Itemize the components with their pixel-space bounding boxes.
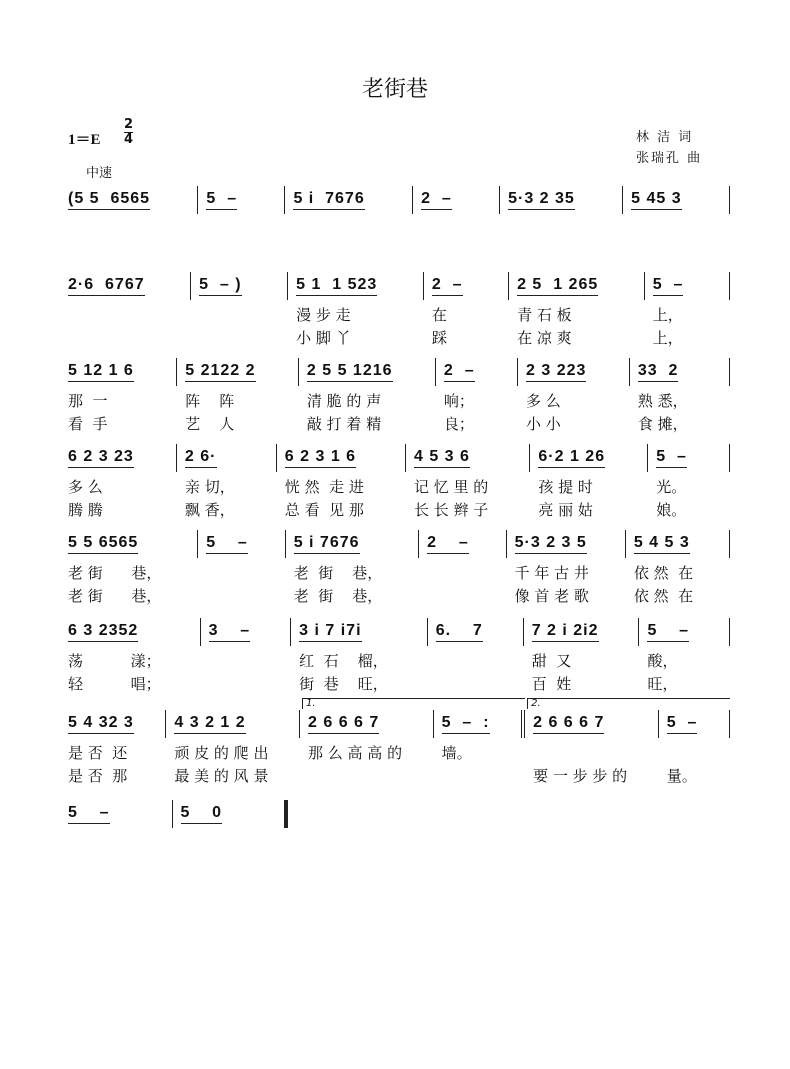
lyric-verse-2: 百 姓 — [531, 675, 572, 693]
measure — [68, 530, 198, 558]
measure-notes: 6 2 3 1 6 — [285, 448, 356, 468]
lyric-verse-2: 最 美 的 风 景 — [174, 767, 269, 785]
measure — [191, 272, 288, 300]
measure-notes: 5 – — [68, 804, 110, 824]
music-line — [68, 800, 288, 830]
song-title: 老街巷 — [361, 77, 428, 102]
measure-notes: 5 4 32 3 — [68, 714, 134, 734]
lyric-verse-2: 良； — [443, 415, 474, 433]
measure-notes: 5 – — [653, 276, 684, 296]
measure — [630, 358, 730, 386]
measure — [68, 358, 177, 386]
lyric-verse-1 — [419, 563, 506, 583]
lyric-verse-1 — [201, 651, 292, 671]
measure — [198, 186, 285, 214]
measure — [436, 358, 518, 386]
measure — [507, 530, 626, 558]
measure-notes: 2 6 6 6 7 — [308, 714, 379, 734]
measure-notes: 2 6· — [185, 448, 217, 468]
lyric-verse-2: 小 小 — [526, 415, 561, 433]
lyric-verse-1: 荡 漾； — [68, 652, 161, 670]
measure-notes: 5 – : — [442, 714, 490, 734]
measure — [639, 618, 730, 646]
lyric-verse-1: 依 然 在 — [633, 564, 694, 582]
lyric-verse-2: 量。 — [666, 767, 697, 785]
music-line — [68, 710, 730, 786]
lyric-verse-2: 是 否 那 — [68, 767, 128, 785]
lyric-verse-1: 在 — [431, 306, 447, 324]
music-line — [68, 186, 730, 216]
measure-notes: 6 3 2352 — [68, 622, 138, 642]
lyric-verse-2 — [300, 766, 434, 786]
lyric-verse-1: 上， — [652, 306, 683, 324]
measure — [424, 272, 509, 300]
measure-notes: 2 5 1 265 — [517, 276, 598, 296]
lyric-verse-2: 飘 香， — [184, 501, 235, 519]
measure-notes: 2 – — [432, 276, 463, 296]
measure-notes: 2 – — [444, 362, 475, 382]
lyric-verse-2: 腾 腾 — [68, 501, 103, 519]
lyric-verse-2 — [428, 674, 524, 694]
measure — [500, 186, 623, 214]
lyric-verse-1: 清 脆 的 声 — [306, 392, 382, 410]
measure — [659, 710, 730, 738]
lyric-verse-1: 光。 — [656, 478, 687, 496]
lyric-verse-2: 敲 打 着 精 — [306, 415, 382, 433]
measure-notes: 4 3 2 1 2 — [174, 714, 245, 734]
music-line — [68, 530, 730, 606]
measure — [177, 444, 277, 472]
lyric-verse-2: 总 看 见 那 — [284, 501, 364, 519]
lyric-verse-1 — [428, 651, 524, 671]
measure-notes: 5 1 1 523 — [296, 276, 377, 296]
lyric-verse-1: 亲 切， — [184, 478, 235, 496]
measure — [68, 272, 191, 300]
meter-bottom: 4 — [124, 132, 134, 147]
measure-notes: 7 2 i 2i2 — [532, 622, 599, 642]
measure-notes: 6·2 1 26 — [538, 448, 605, 468]
measure-notes: 5 – — [667, 714, 698, 734]
measure-notes: 5 – — [206, 190, 237, 210]
measure-notes: 33 2 — [638, 362, 679, 382]
measure — [434, 710, 525, 738]
lyric-verse-2 — [434, 766, 525, 786]
volta-first: 1. — [302, 698, 525, 709]
measure — [428, 618, 524, 646]
lyric-verse-2: 小 脚 丫 — [296, 329, 351, 347]
measure-notes: 5 12 1 6 — [68, 362, 134, 382]
lyric-verse-2: 长 长 辫 子 — [413, 501, 489, 519]
lyric-verse-2 — [68, 328, 191, 348]
lyric-verse-2: 像 首 老 歌 — [514, 587, 589, 605]
measure-notes: 2 5 5 1216 — [307, 362, 393, 382]
measure-notes: 5 5 6565 — [68, 534, 138, 554]
lyric-verse-1: 记 忆 里 的 — [413, 478, 489, 496]
lyric-verse-1: 恍 然 走 进 — [284, 478, 364, 496]
lyric-verse-2 — [201, 674, 292, 694]
lyric-verse-2: 老 街 巷， — [293, 587, 383, 605]
music-line — [68, 618, 730, 694]
lyric-verse-2: 依 然 在 — [633, 587, 694, 605]
measure-notes: 5 2122 2 — [185, 362, 255, 382]
measure — [68, 186, 198, 214]
measure — [68, 800, 173, 828]
lyric-verse-1: 千 年 古 井 — [514, 564, 589, 582]
lyric-verse-2: 娘。 — [656, 501, 687, 519]
measure — [285, 186, 413, 214]
measure — [177, 358, 299, 386]
measure — [524, 618, 640, 646]
measure-notes: 6 2 3 23 — [68, 448, 134, 468]
lyric-verse-1: 孩 提 时 — [538, 478, 593, 496]
time-signature — [124, 118, 133, 147]
lyric-verse-1: 青 石 板 — [517, 306, 572, 324]
measure — [525, 710, 659, 738]
lyric-verse-1: 墙。 — [441, 744, 472, 762]
music-line — [68, 272, 730, 348]
measure — [623, 186, 730, 214]
measure-notes: 5 i 7676 — [294, 534, 360, 554]
measure-notes: 5 i 7676 — [293, 190, 364, 210]
measure-notes: 5 – ) — [199, 276, 241, 296]
measure — [166, 710, 300, 738]
lyric-verse-2: 踩 — [431, 329, 447, 347]
lyric-verse-2: 看 手 — [68, 415, 108, 433]
measure — [68, 618, 201, 646]
lyric-verse-2: 亮 丽 姑 — [538, 501, 593, 519]
music-line — [68, 358, 730, 434]
measure-notes: 2 3 223 — [526, 362, 586, 382]
lyric-verse-1: 那 一 — [68, 392, 108, 410]
lyric-verse-1: 漫 步 走 — [296, 306, 351, 324]
measure-notes: 3 – — [209, 622, 251, 642]
lyric-verse-1: 熟 悉， — [637, 392, 688, 410]
lyric-verse-2: 街 巷 旺， — [299, 675, 388, 693]
tempo-marking: 中速 — [86, 166, 113, 181]
measure — [173, 800, 289, 828]
measure-notes: 2 – — [421, 190, 452, 210]
measure — [291, 618, 428, 646]
lyric-verse-2: 在 凉 爽 — [517, 329, 572, 347]
lyric-verse-1 — [525, 743, 659, 763]
lyric-verse-2: 旺， — [647, 675, 678, 693]
measure-notes: 5 0 — [181, 804, 223, 824]
measure — [277, 444, 406, 472]
measure — [419, 530, 506, 558]
measure — [299, 358, 436, 386]
measure — [300, 710, 434, 738]
lyric-verse-1: 老 街 巷， — [68, 564, 162, 582]
lyric-verse-2: 上， — [652, 329, 683, 347]
lyric-verse-1: 老 街 巷， — [293, 564, 383, 582]
measure-notes: 2·6 6767 — [68, 276, 145, 296]
measure-notes: 5·3 2 35 — [508, 190, 575, 210]
measure-notes: 6. 7 — [436, 622, 483, 642]
lyricist: 林 洁 词 — [636, 130, 694, 145]
lyric-verse-1 — [659, 743, 730, 763]
measure — [286, 530, 419, 558]
measure — [406, 444, 530, 472]
measure-notes: 5 45 3 — [631, 190, 681, 210]
measure — [198, 530, 285, 558]
lyric-verse-2 — [198, 586, 285, 606]
lyric-verse-2: 老 街 巷， — [68, 587, 162, 605]
key-signature: 1＝E — [68, 132, 101, 148]
measure — [201, 618, 292, 646]
volta-second: 2. — [527, 698, 730, 709]
measure-notes: (5 5 6565 — [68, 190, 150, 210]
measure — [626, 530, 730, 558]
measure — [509, 272, 645, 300]
measure-notes: 2 – — [427, 534, 469, 554]
measure — [288, 272, 424, 300]
lyric-verse-1: 响； — [443, 392, 474, 410]
lyric-verse-1: 红 石 榴， — [299, 652, 388, 670]
lyric-verse-1: 酸， — [647, 652, 678, 670]
lyric-verse-1: 是 否 还 — [68, 744, 128, 762]
lyric-verse-1: 多 么 — [68, 478, 103, 496]
lyric-verse-2: 食 摊， — [637, 415, 688, 433]
measure — [68, 710, 166, 738]
measure — [645, 272, 730, 300]
measure-notes: 5 – — [206, 534, 248, 554]
lyric-verse-2 — [419, 586, 506, 606]
measure-notes: 2 6 6 6 7 — [533, 714, 604, 734]
measure-notes: 5 4 5 3 — [634, 534, 690, 554]
lyric-verse-1: 甜 又 — [531, 652, 572, 670]
meter-top: 2 — [124, 117, 134, 132]
lyric-verse-2 — [191, 328, 288, 348]
lyric-verse-1 — [68, 305, 191, 325]
lyric-verse-1 — [191, 305, 288, 325]
measure — [530, 444, 648, 472]
measure-notes: 5·3 2 3 5 — [515, 534, 587, 554]
lyric-verse-2: 轻 唱； — [68, 675, 161, 693]
lyric-verse-2: 艺 人 — [185, 415, 235, 433]
composer: 张瑞孔 曲 — [636, 151, 703, 166]
measure-notes: 5 – — [656, 448, 687, 468]
measure — [518, 358, 630, 386]
measure-notes: 4 5 3 6 — [414, 448, 470, 468]
lyric-verse-2: 要 一 步 步 的 — [533, 767, 628, 785]
measure — [68, 444, 177, 472]
music-line — [68, 444, 730, 520]
lyric-verse-1: 顽 皮 的 爬 出 — [174, 744, 269, 762]
measure-notes: 3 i 7 i7i — [299, 622, 361, 642]
measure — [648, 444, 730, 472]
lyric-verse-1: 多 么 — [526, 392, 561, 410]
lyric-verse-1: 那 么 高 高 的 — [308, 744, 403, 762]
lyric-verse-1: 阵 阵 — [185, 392, 235, 410]
measure-notes: 5 – — [647, 622, 689, 642]
measure — [413, 186, 500, 214]
lyric-verse-1 — [198, 563, 285, 583]
